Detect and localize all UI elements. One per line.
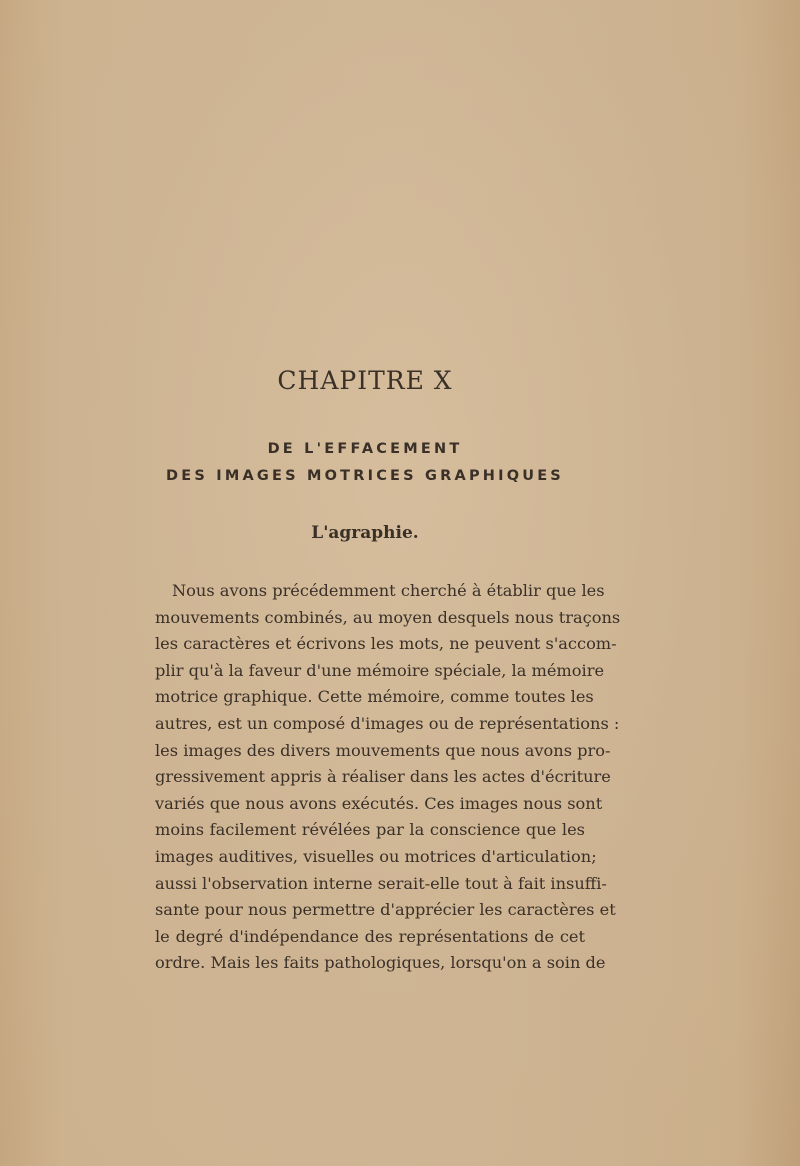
section-title: L'agraphie. <box>311 523 419 543</box>
text-line: plir qu'à la faveur d'une mémoire spéciale, la mémoire <box>155 660 605 680</box>
body-paragraph <box>155 578 621 977</box>
text-line: gressivement appris à réaliser dans les actes d'écriture <box>155 767 611 787</box>
text-line: Nous avons précédemment cherché à établir que les <box>172 581 605 600</box>
text-line: mouvements combinés, au moyen desquels nous traçons <box>155 607 621 627</box>
text-line: le degré d'indépendance des représentations de cet <box>155 926 585 946</box>
text-line: motrice graphique. Cette mémoire, comme toutes les <box>155 687 594 707</box>
text-line: sante pour nous permettre d'apprécier les caractères et <box>155 900 616 920</box>
text-line: les caractères et écrivons les mots, ne peuvent s'accom- <box>155 634 617 654</box>
chapter-title: CHAPITRE X <box>277 366 453 395</box>
text-line: les images des divers mouvements que nous avons pro- <box>155 740 611 760</box>
text-line: autres, est un composé d'images ou de représentations : <box>155 713 620 733</box>
chapter-subtitle-line-2: DES IMAGES MOTRICES GRAPHIQUES <box>166 468 564 484</box>
text-line: aussi l'observation interne serait-elle tout à fait insuffi- <box>155 873 607 893</box>
text-line: images auditives, visuelles ou motrices d'articulation; <box>155 846 597 866</box>
text-line: variés que nous avons exécutés. Ces images nous sont <box>155 793 603 813</box>
text-line: moins facilement révélées par la conscience que les <box>155 820 585 840</box>
chapter-subtitle-line-1: DE L'EFFACEMENT <box>267 441 463 457</box>
text-line: ordre. Mais les faits pathologiques, lorsqu'on a soin de <box>155 953 606 973</box>
